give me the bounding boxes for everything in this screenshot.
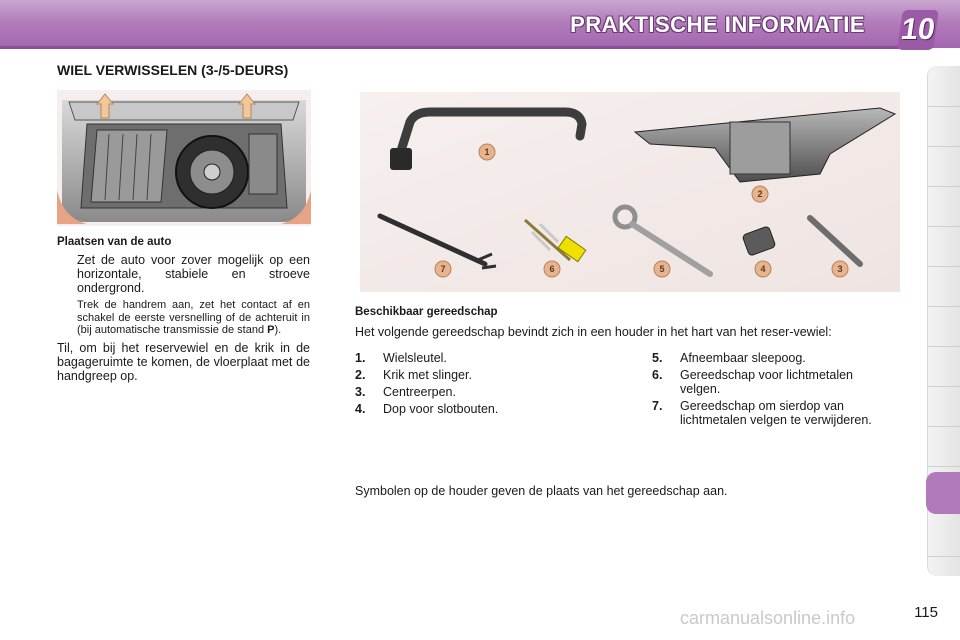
list-item: 7. Gereedschap om sierdop van lichtmetalen velgen te verwijderen.	[652, 399, 872, 427]
bullet-handbrake	[57, 299, 310, 337]
bullet-level-surface	[57, 253, 310, 295]
tool-label-6: 6	[549, 264, 555, 274]
tool-label-7: 7	[440, 264, 446, 274]
tools-list-left	[355, 351, 635, 419]
bullet-text-end: ).	[274, 324, 282, 336]
page-number: 115	[914, 604, 938, 621]
tool-label-1: 1	[484, 147, 490, 157]
left-column	[57, 235, 310, 383]
holder-symbols-note: Symbolen op de houder geven de plaats van het gereedschap aan.	[355, 484, 728, 498]
lift-floor-paragraph: Til, om bij het reservewiel en de krik in de bagageruimte te komen, de vloerplaat met de handgreep op.	[57, 340, 310, 383]
tool-label-5: 5	[659, 264, 665, 274]
chapter-tab-active[interactable]	[926, 472, 960, 514]
tools-list-right	[652, 351, 882, 430]
tool-label-3: 3	[837, 264, 843, 274]
bullet-text: Zet de auto voor zover mogelijk op een horizontale, stabiele en stroeve ondergrond.	[77, 253, 310, 295]
tools-subtitle: Beschikbaar gereedschap	[355, 306, 498, 318]
right-column	[355, 305, 905, 451]
chapter-number-badge: 10	[897, 10, 939, 50]
list-item: 5. Afneembaar sleepoog.	[652, 351, 806, 365]
watermark: carmanualsonline.info	[680, 608, 856, 628]
positioning-subtitle: Plaatsen van de auto	[57, 236, 172, 248]
bullet-text: Trek de handrem aan, zet het contact af en schakel de eerste versnelling of de achteruit in (bij automatische transmissie de stand	[77, 299, 310, 336]
gear-position-p: P	[267, 324, 275, 336]
list-item: 2. Krik met slinger.	[355, 368, 472, 382]
trunk-spare-wheel-illustration	[57, 90, 311, 226]
tool-label-4: 4	[760, 264, 766, 274]
header-divider	[0, 46, 900, 49]
tools-illustration	[360, 92, 900, 292]
list-item: 1. Wielsleutel.	[355, 351, 447, 365]
list-item: 6. Gereedschap voor lichtmetalen velgen.	[652, 368, 854, 396]
tools-intro: Het volgende gereedschap bevindt zich in een houder in het hart van het reser-vewiel:	[355, 325, 832, 339]
list-item: 4. Dop voor slotbouten.	[355, 402, 499, 416]
chapter-title: PRAKTISCHE INFORMATIE	[570, 12, 865, 37]
list-item: 3. Centreerpen.	[355, 385, 456, 399]
section-title: WIEL VERWISSELEN (3-/5-DEURS)	[57, 62, 289, 78]
tool-label-2: 2	[757, 189, 763, 199]
tools-lists	[355, 351, 905, 451]
